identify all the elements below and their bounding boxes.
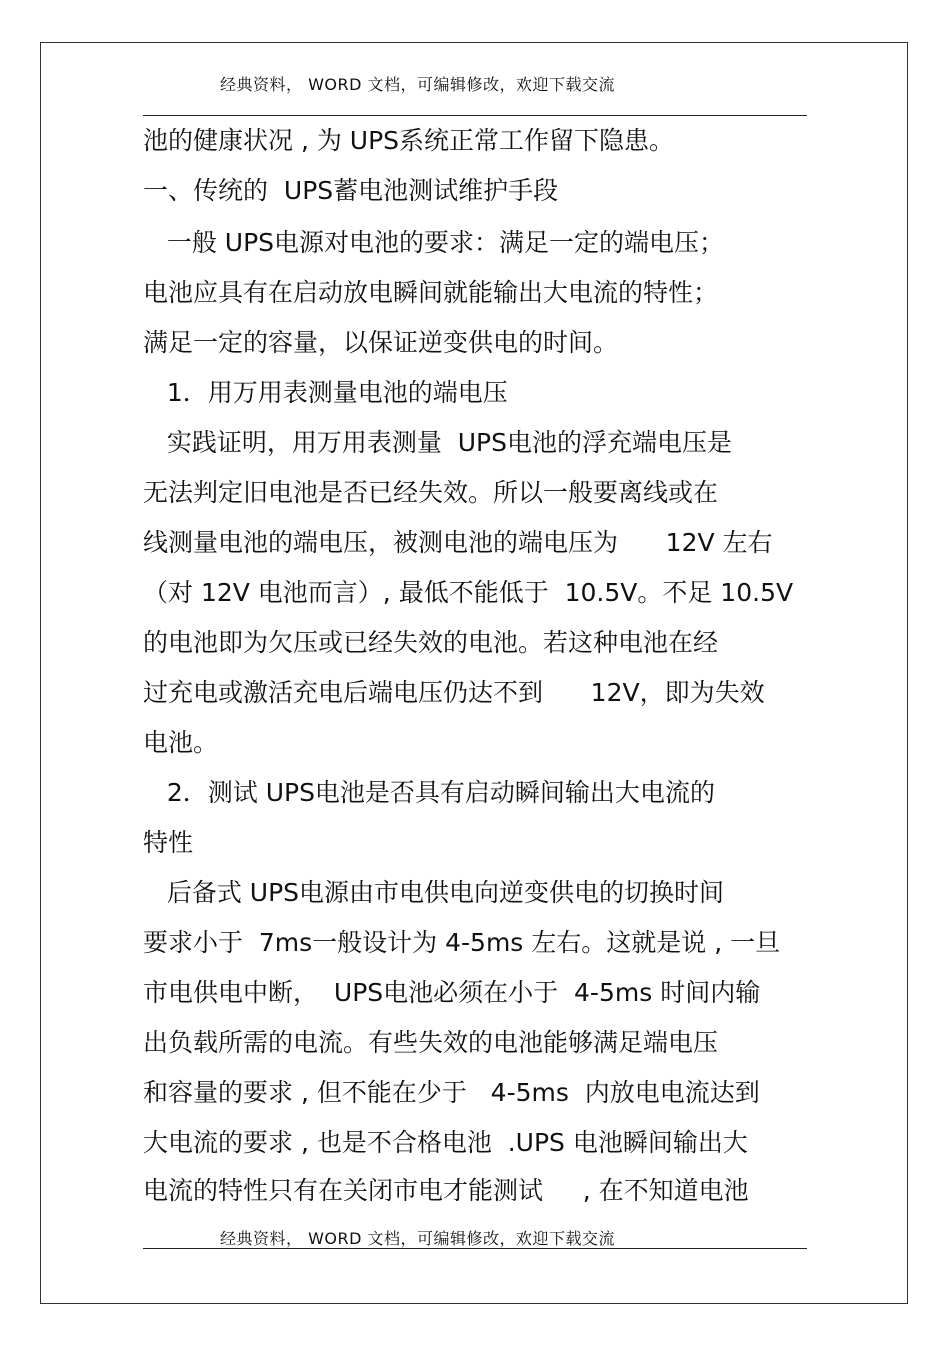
subsection-heading: 2．测试 UPS电池是否具有启动瞬间输出大电流的 — [143, 778, 715, 807]
body-line: 实践证明，用万用表测量 UPS电池的浮充端电压是 — [143, 428, 732, 457]
body-line: 电池。 — [143, 728, 219, 757]
body-line: 满足一定的容量，以保证逆变供电的时间。 — [143, 328, 619, 357]
page-footer: 经典资料， WORD 文档，可编辑修改，欢迎下载交流 — [220, 1229, 616, 1248]
body-line: 一般 UPS电源对电池的要求：满足一定的端电压； — [143, 228, 725, 257]
body-line: 电流的特性只有在关闭市电才能测试 , 在不知道电池 — [143, 1176, 749, 1205]
body-line: 线测量电池的端电压，被测电池的端电压为 12V 左右 — [143, 528, 773, 557]
body-line: （对 12V 电池而言）, 最低不能低于 10.5V。不足 10.5V — [143, 578, 794, 607]
body-line: 出负载所需的电流。有些失效的电池能够满足端电压 — [143, 1028, 719, 1057]
body-line: 电池应具有在启动放电瞬间就能输出大电流的特性； — [143, 278, 719, 307]
body-line: 无法判定旧电池是否已经失效。所以一般要离线或在 — [143, 478, 719, 507]
body-line: 后备式 UPS电源由市电供电向逆变供电的切换时间 — [143, 878, 725, 907]
body-line: 特性 — [143, 828, 194, 857]
body-line: 的电池即为欠压或已经失效的电池。若这种电池在经 — [143, 628, 719, 657]
body-line: 和容量的要求 , 但不能在少于 4-5ms 内放电电流达到 — [143, 1078, 760, 1107]
body-line: 大电流的要求 , 也是不合格电池 .UPS 电池瞬间输出大 — [143, 1128, 748, 1157]
header-rule — [143, 115, 807, 116]
section-heading: 一、传统的 UPS蓄电池测试维护手段 — [143, 176, 559, 205]
body-line: 过充电或激活充电后端电压仍达不到 12V，即为失效 — [143, 678, 765, 707]
page-header: 经典资料， WORD 文档，可编辑修改，欢迎下载交流 — [220, 75, 616, 94]
subsection-heading: 1．用万用表测量电池的端电压 — [143, 378, 508, 407]
body-line: 池的健康状况 , 为 UPS系统正常工作留下隐患。 — [143, 126, 675, 155]
body-line: 市电供电中断， UPS电池必须在小于 4-5ms 时间内输 — [143, 978, 761, 1007]
body-line: 要求小于 7ms一般设计为 4-5ms 左右。这就是说 , 一旦 — [143, 928, 781, 957]
footer-rule — [143, 1248, 807, 1249]
